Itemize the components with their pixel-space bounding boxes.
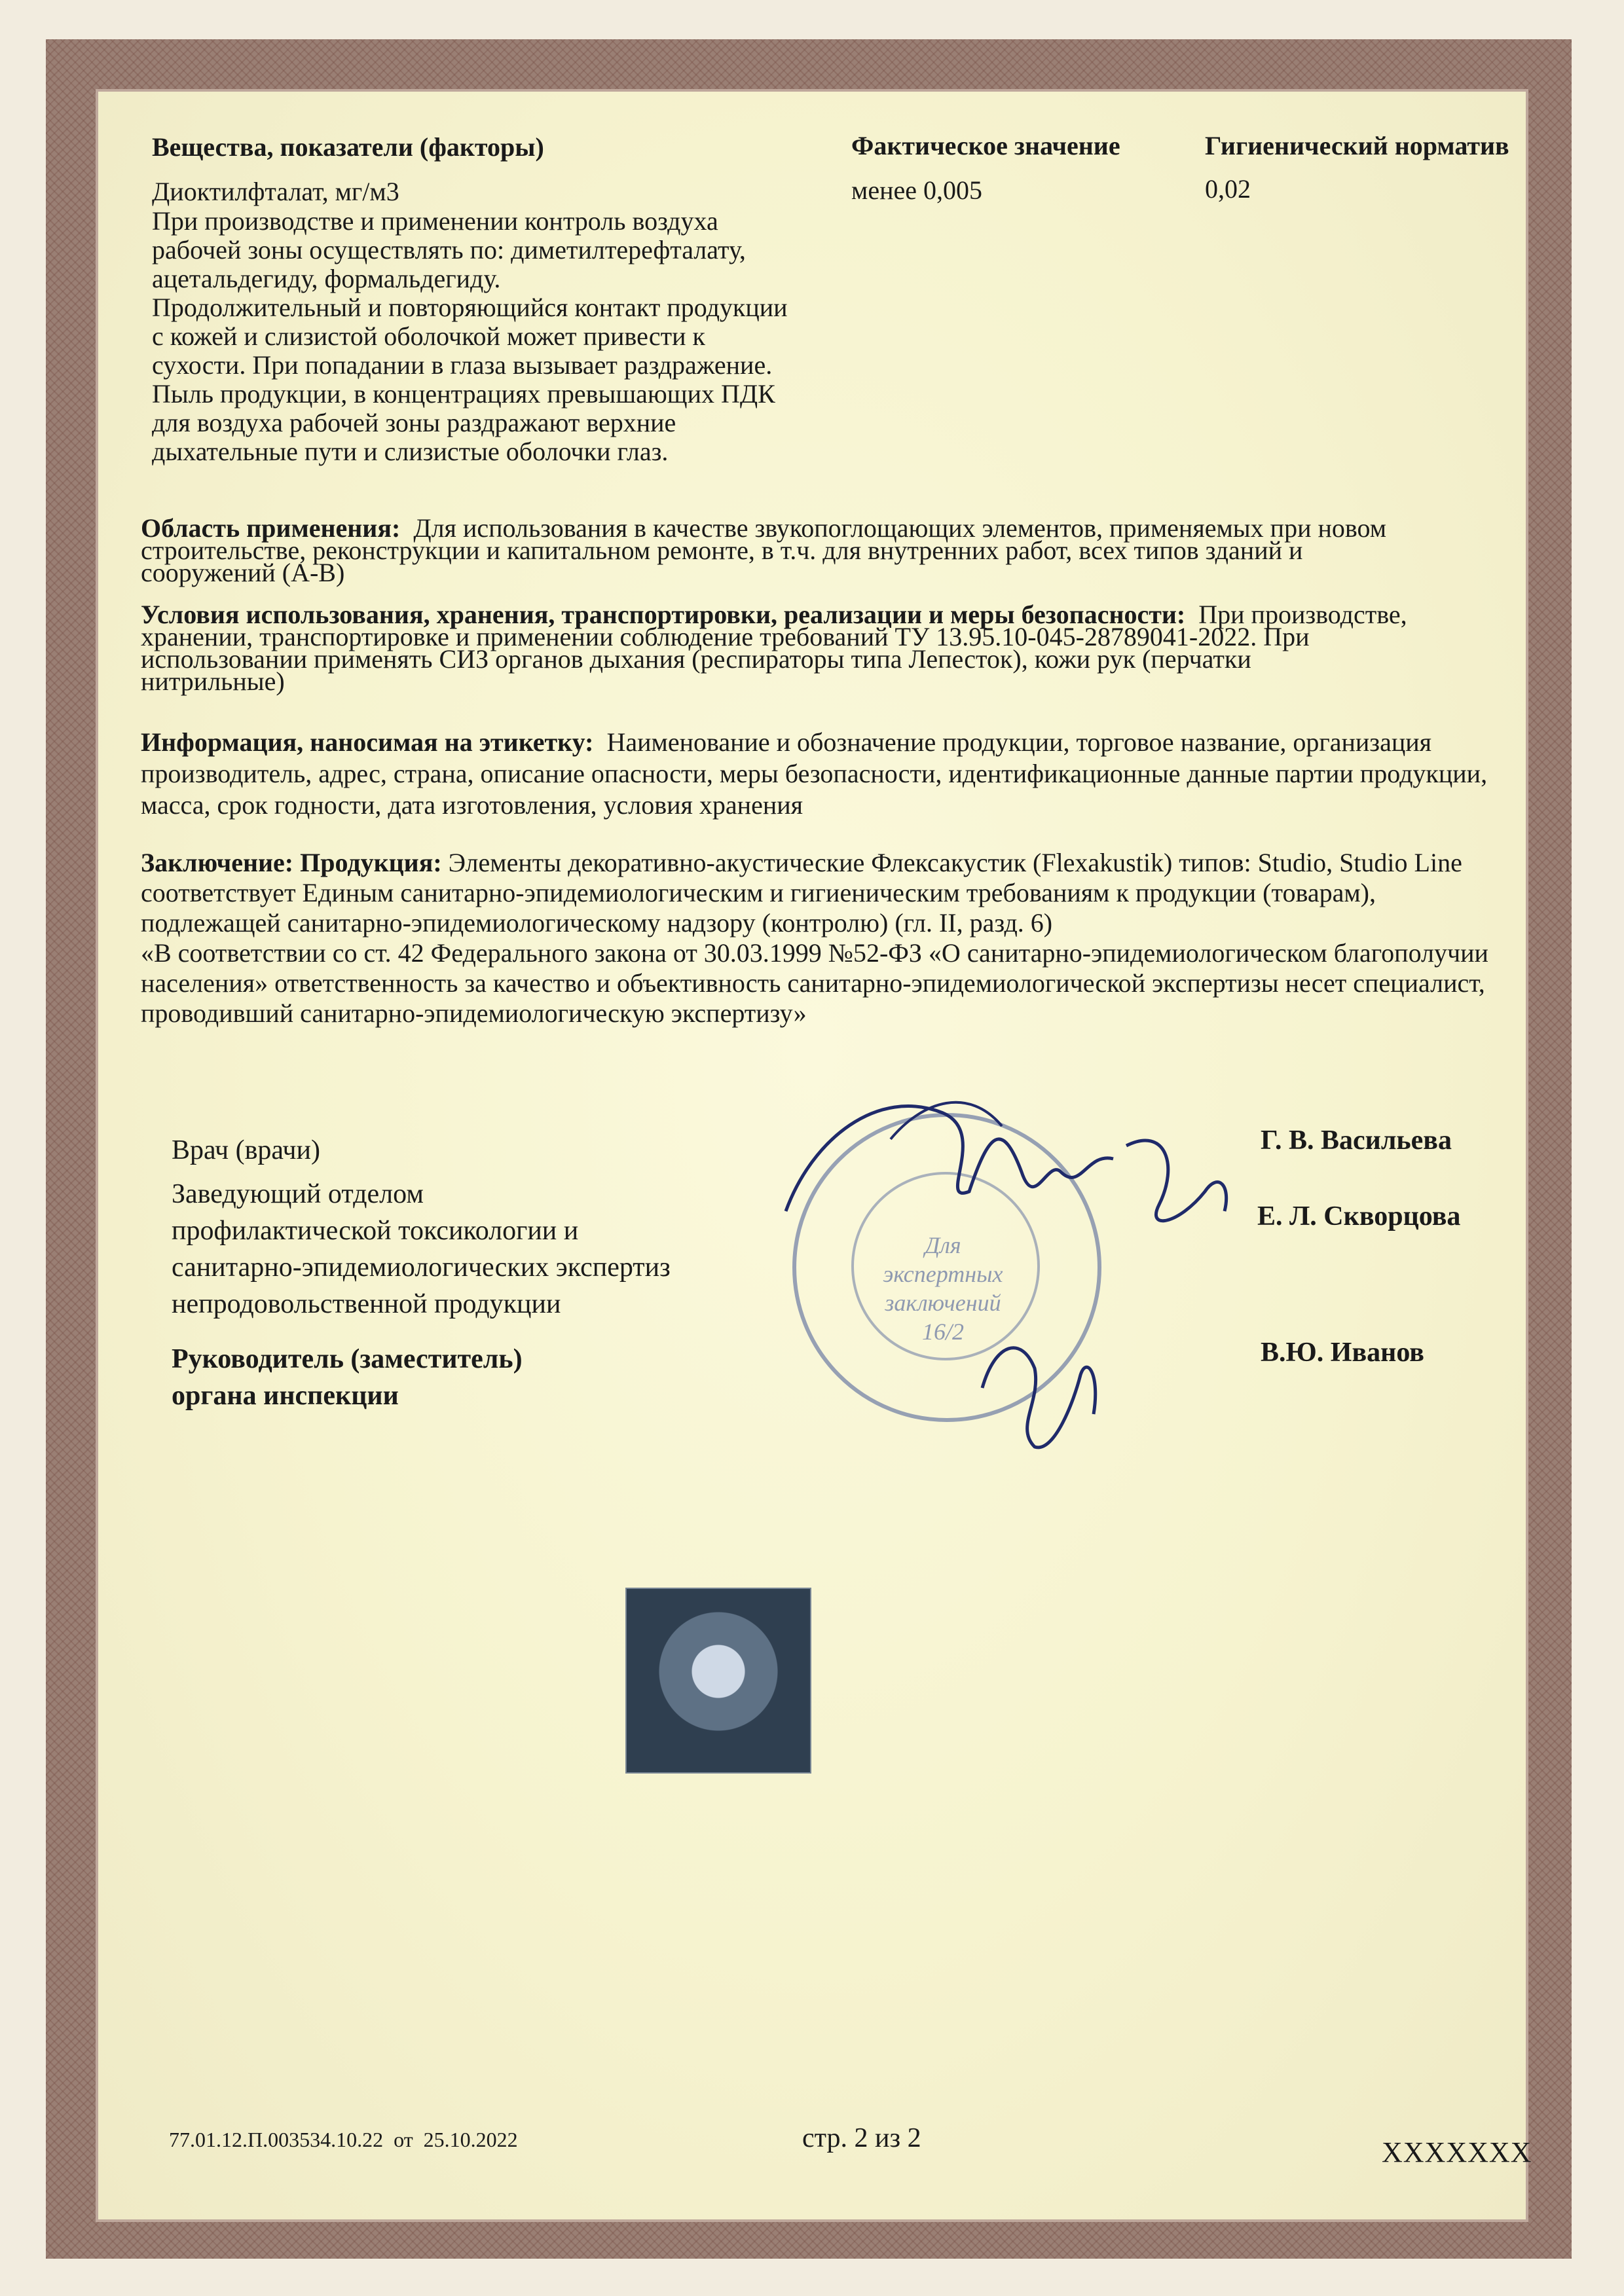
note-line: сухости. При попадании в глаза вызывает раздражение. — [152, 350, 773, 380]
label-info-line: масса, срок годности, дата изготовления, условия хранения — [141, 790, 803, 820]
conditions-label: Условия использования, хранения, транспортировки, реализации и меры безопасности: — [141, 600, 1186, 629]
doc-date: 25.10.2022 — [423, 2128, 518, 2151]
label-info-line: Наименование и обозначение продукции, торговое название, организация — [606, 727, 1432, 757]
head-dept-line: санитарно-эпидемиологических экспертиз — [172, 1252, 671, 1283]
page-number: стр. 2 из 2 — [802, 2123, 921, 2153]
conditions-line: При производстве, — [1198, 600, 1407, 629]
conclusion-product-label: Продукция: — [300, 848, 442, 877]
conditions-line: хранении, транспортировке и применении соблюдение требований ТУ 13.95.10-045-28789041-2022. При — [141, 622, 1310, 651]
conditions-line: нитрильные) — [141, 666, 285, 696]
head-org-line: Руководитель (заместитель) — [172, 1344, 523, 1374]
section-scope — [141, 515, 1549, 587]
scope-line: строительстве, реконструкции и капитальном ремонте, в т.ч. для внутренних работ, всех типов зданий и — [141, 536, 1303, 565]
conditions-line: использовании применять СИЗ органов дыхания (респираторы типа Лепесток), кожи рук (перчатки — [141, 644, 1251, 674]
note-line: Пыль продукции, в концентрациях превышающих ПДК — [152, 379, 775, 409]
substance-notes — [152, 207, 846, 466]
head-dept-line: Заведующий отделом — [172, 1179, 424, 1209]
head-dept-line: профилактической токсикологии и — [172, 1216, 579, 1246]
section-conclusion — [141, 848, 1549, 1028]
scope-line: сооружений (А-В) — [141, 558, 345, 587]
note-line: Продолжительный и повторяющийся контакт продукции — [152, 293, 788, 322]
conclusion-label: Заключение: — [141, 848, 294, 877]
signatory-name-1: Г. В. Васильева — [1261, 1125, 1452, 1156]
stamp-line: экспертных — [883, 1261, 1003, 1287]
note-line: ацетальдегиду, формальдегиду. — [152, 264, 501, 293]
head-dept-title — [172, 1176, 671, 1322]
footer-doc-ref — [169, 2128, 518, 2152]
conclusion-line: Элементы декоративно-акустические Флексакустик (Flexakustik) типов: Studio, Studio Line — [448, 848, 1462, 877]
conclusion-line: соответствует Единым санитарно-эпидемиологическим и гигиеническим требованиям к продукции (товарам), — [141, 878, 1376, 907]
substance-name: Диоктилфталат, мг/м3 — [152, 177, 399, 206]
hologram-seal-icon — [625, 1588, 811, 1774]
norm-value: 0,02 — [1205, 174, 1251, 204]
section-conditions — [141, 601, 1549, 695]
doc-number: 77.01.12.П.003534.10.22 — [169, 2128, 384, 2151]
serial-number: XXXXXXX — [1382, 2136, 1532, 2168]
conclusion-line: подлежащей санитарно-эпидемиологическому надзору (контролю) (гл. II, разд. 6) — [141, 908, 1053, 938]
signatory-name-3: В.Ю. Иванов — [1261, 1338, 1424, 1368]
label-info-line: производитель, адрес, страна, описание опасности, меры безопасности, идентификационные данные партии продукции, — [141, 759, 1488, 788]
col-header-norm: Гигиенический норматив — [1205, 131, 1509, 160]
doc-ot: от — [394, 2128, 413, 2151]
stamp-line: 16/2 — [921, 1319, 964, 1345]
conclusion-line: проводивший санитарно-эпидемиологическую экспертизу» — [141, 998, 807, 1028]
col-header-substances: Вещества, показатели (факторы) — [152, 132, 544, 162]
note-line: При производстве и применении контроль воздуха — [152, 206, 718, 236]
conclusion-line: «В соответствии со ст. 42 Федерального закона от 30.03.1999 №52-ФЗ «О санитарно-эпидемиологическом благополучии — [141, 938, 1488, 968]
head-org-line: органа инспекции — [172, 1381, 399, 1411]
stamp-line: Для — [925, 1232, 961, 1258]
note-line: рабочей зоны осуществлять по: диметилтерефталату, — [152, 235, 746, 264]
actual-value: менее 0,005 — [851, 175, 982, 205]
note-line: дыхательные пути и слизистые оболочки глаз. — [152, 437, 669, 466]
section-label-info — [141, 728, 1549, 820]
doctor-label: Врач (врачи) — [172, 1135, 320, 1165]
handwritten-signatures — [773, 1061, 1244, 1467]
signatory-name-2: Е. Л. Скворцова — [1257, 1201, 1461, 1231]
head-dept-line: непродовольственной продукции — [172, 1289, 561, 1319]
conclusion-line: населения» ответственность за качество и объективность санитарно-эпидемиологической экспертизы несет специалист, — [141, 968, 1485, 998]
col-header-actual: Фактическое значение — [851, 131, 1120, 160]
label-info-label: Информация, наносимая на этикетку: — [141, 727, 594, 757]
scope-line: Для использования в качестве звукопоглощающих элементов, применяемых при новом — [413, 513, 1387, 543]
note-line: для воздуха рабочей зоны раздражают верхние — [152, 408, 676, 437]
note-line: с кожей и слизистой оболочкой может привести к — [152, 321, 705, 351]
head-org-title — [172, 1341, 523, 1414]
scope-label: Область применения: — [141, 513, 401, 543]
stamp-line: заключений — [885, 1290, 1001, 1316]
